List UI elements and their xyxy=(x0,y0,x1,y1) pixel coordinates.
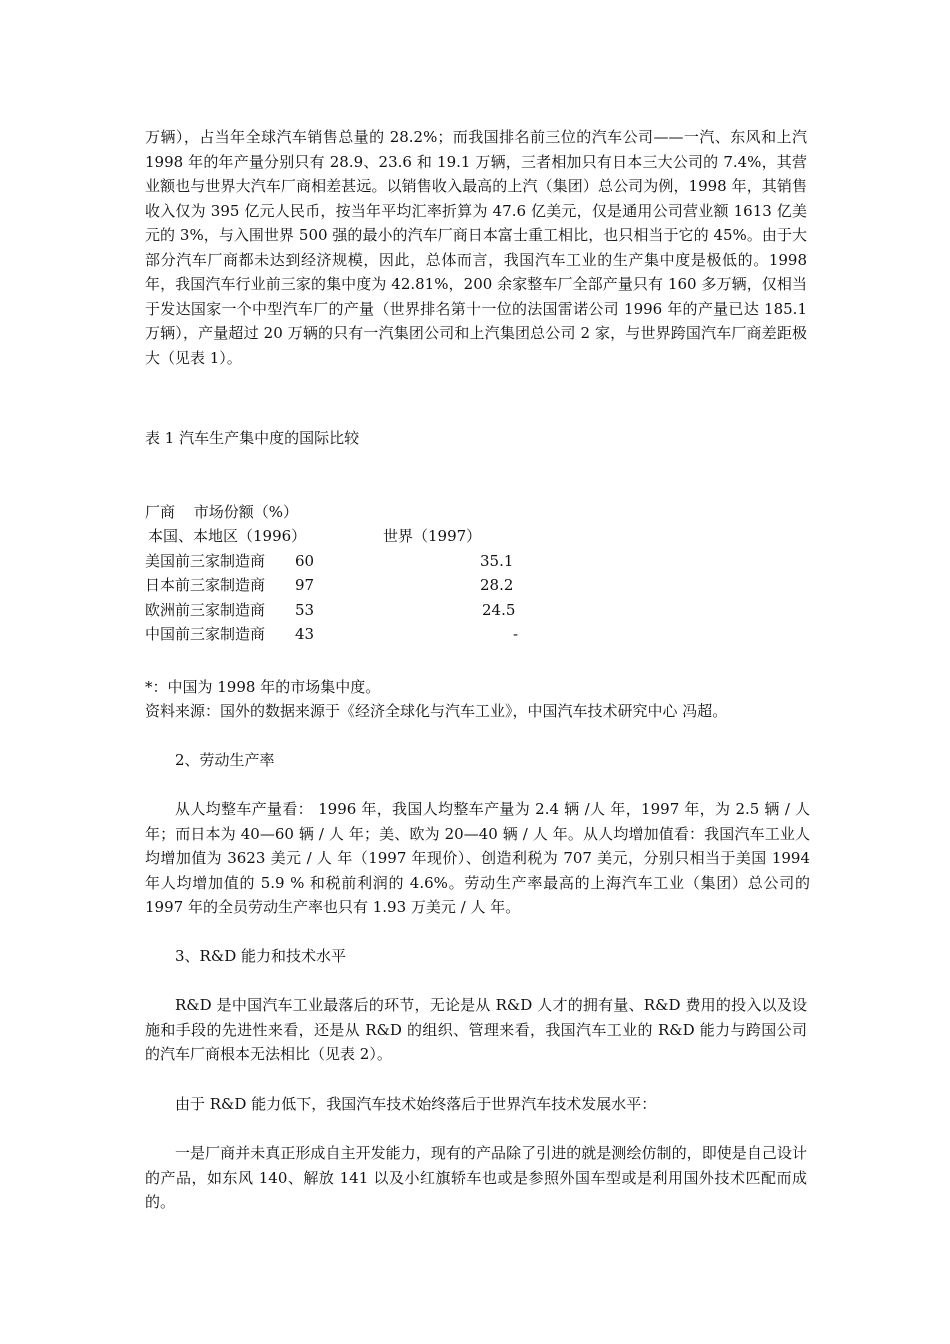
table-header-row xyxy=(145,500,298,525)
table-cell-domestic: 97 xyxy=(295,576,315,594)
table-row xyxy=(145,549,545,574)
table-cell-domestic: 43 xyxy=(295,625,315,643)
table-cell-domestic: 60 xyxy=(295,552,315,570)
paragraph-concentration: 万辆），占当年全球汽车销售总量的 28.2%；而我国排名前三位的汽车公司——一汽、东风和上汽 1998 年的年产量分别只有 28.9、23.6 和 19.1 万辆，三者相加只有日本三大公司的 7.4%，其营业额也与世界大汽车厂商相差甚远。以销售收入最高的上汽（集团）总公司为例，1998 年，其销售收入仅为 395 亿元人民币，按当年平均汇率折算为 47.6 亿美元，仅是通用公司营业额 1613 亿美元的 3%，与入围世界 500 强的最小的汽车厂商日本富士重工相比，也只相当于它的 45%。由于大部分汽车厂商都未达到经济规模，因此，总体而言，我国汽车工业的生产集中度是极低的。1998 年，我国汽车行业前三家的集中度为 42.81%，200 余家整车厂全部产量只有 160 多万辆，仅相当于发达国家一个中型汽车厂的产量（世界排名第十一位的法国雷诺公司 1996 年的产量已达 185.1 万辆），产量超过 20 万辆的只有一汽集团公司和上汽集团总公司 2 家，与世界跨国汽车厂商差距极大（见表 1）。 xyxy=(145,128,807,367)
table-row xyxy=(145,622,545,647)
table-cell-name: 日本前三家制造商 xyxy=(145,576,266,594)
table-cell-name: 欧洲前三家制造商 xyxy=(145,601,266,619)
table-cell-name: 美国前三家制造商 xyxy=(145,552,266,570)
paragraph-development: 一是厂商并未真正形成自主开发能力，现有的产品除了引进的就是测绘仿制的，即使是自己设计的产品，如东风 140、解放 141 以及小红旗轿车也或是参照外国车型或是利用国外技术匹配而成的。 xyxy=(145,1144,807,1211)
table-subheader-domestic: 本国、本地区（1996） xyxy=(148,527,307,545)
section-heading-rnd: 3、R&D 能力和技术水平 xyxy=(175,947,346,965)
table-cell-world: 24.5 xyxy=(482,601,516,619)
table-cell-world: 28.2 xyxy=(480,576,514,594)
table-source: 资料来源：国外的数据来源于《经济全球化与汽车工业》，中国汽车技术研究中心 冯超。 xyxy=(145,702,728,720)
table-cell-domestic: 53 xyxy=(295,601,315,619)
table-note: *：中国为 1998 年的市场集中度。 xyxy=(145,678,381,696)
table-cell-name: 中国前三家制造商 xyxy=(145,625,266,643)
table-row xyxy=(145,598,545,623)
paragraph-productivity: 从人均整车产量看： 1996 年，我国人均整车产量为 2.4 辆 /人 年，1997 年，为 2.5 辆 / 人 年；而日本为 40—60 辆 / 人 年；美、欧为 20—40 辆 / 人 年。从人均增加值看：我国汽车工业人均增加值为 3623 美元 / 人 年（1997 年现价）、创造利税为 707 美元，分别只相当于美国 1994 年人均增加值的 5.9 % 和税前利润的 4.6%。劳动生产率最高的上海汽车工业（集团）总公司的 1997 年的全员劳动生产率也只有 1.93 万美元 / 人 年。 xyxy=(145,800,810,916)
table-subheader-world: 世界（1997） xyxy=(383,527,482,545)
table-header-manufacturer: 厂商 xyxy=(145,503,176,521)
table-header-share: 市场份额（%） xyxy=(193,503,299,521)
table-row xyxy=(145,573,545,598)
table-cell-world: - xyxy=(513,625,519,643)
section-heading-productivity: 2、劳动生产率 xyxy=(175,751,275,769)
table-cell-world: 35.1 xyxy=(480,552,514,570)
paragraph-rnd: R&D 是中国汽车工业最落后的环节，无论是从 R&D 人才的拥有量、R&D 费用的投入以及设施和手段的先进性来看，还是从 R&D 的组织、管理来看，我国汽车工业的 R&D 能力与跨国公司的汽车厂商根本无法相比（见表 2）。 xyxy=(145,996,807,1063)
paragraph-tech-level: 由于 R&D 能力低下，我国汽车技术始终落后于世界汽车技术发展水平： xyxy=(175,1095,657,1113)
table-title: 表 1 汽车生产集中度的国际比较 xyxy=(145,429,360,447)
